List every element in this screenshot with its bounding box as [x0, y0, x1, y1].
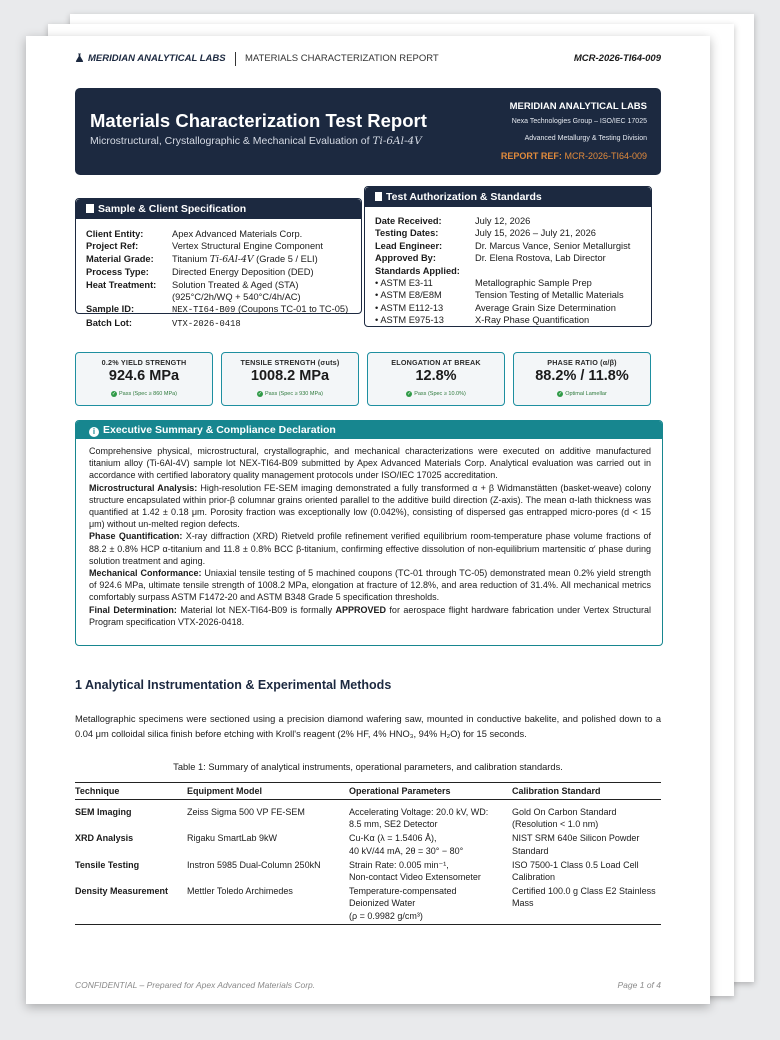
lab-name: MERIDIAN ANALYTICAL LABS	[75, 53, 226, 64]
kv-row: Material Grade: Titanium Ti-6Al-4V (Grade 5 / ELI)	[86, 253, 318, 265]
exec-micro: Microstructural Analysis: High-resolution FE-SEM imaging demonstrated a fully transformed α + β Widmanstätten (basket-weave) colony structure encapsulated within prior-β columnar grains oriented parallel to the additive build direction (Z-axis). The mean α-lath thickness was quantified at 1.42 ± 0.18 μm. Porosity fraction was exceptionally low (0.042%), consisting of dispersed gas entrapped micro-pores (d < 15 μm) without un-melted region defects.	[89, 482, 651, 530]
exec-intro: Comprehensive physical, microstructural, crystallographic, and mechanical characterizations were executed on additive manufactured titanium alloy (Ti-6Al-4V) sample lot NEX-TI64-B09 submitted by Apex Advanced Materials Corp. Analytical evaluation was carried out in accordance with certified laboratory quality management protocols under ISO/IEC 17025 accreditation.	[89, 446, 651, 481]
table-row: XRD Analysis Rigaku SmartLab 9kW Cu-Kα (λ = 1.5406 Å), 40 kV/44 mA, 2θ = 30° − 80° NIST SRM 640e Silicon Powder Standard	[75, 833, 640, 856]
table-header-row	[75, 783, 661, 800]
standard-item: • ASTM E8/E8M Tension Testing of Metallic Materials	[375, 290, 624, 301]
kv-row: Standards Applied:	[375, 265, 460, 276]
report-title: Materials Characterization Test Report	[90, 110, 427, 131]
kv-row: Date Received: July 12, 2026	[375, 216, 531, 226]
building-icon	[86, 204, 94, 213]
kv-row: (925°C/2h/WQ + 540°C/4h/AC)	[172, 292, 301, 303]
banner-brand: MERIDIAN ANALYTICAL LABS	[509, 101, 647, 112]
kv-row: Batch Lot: VTX-2026-0418	[86, 317, 241, 329]
section-heading: 1 Analytical Instrumentation & Experimental Methods	[75, 678, 392, 692]
kv-row: Approved By: Dr. Elena Rostova, Lab Director	[375, 253, 606, 264]
check-icon: ✓	[558, 391, 563, 397]
approved-status: APPROVED	[335, 604, 387, 615]
metric-yield-strength: 0.2% YIELD STRENGTH 924.6 MPa ✓ Pass (Spec ≥ 860 MPa)	[75, 352, 213, 406]
document-icon	[375, 192, 382, 201]
running-header-ref: MCR-2026-TI64-009	[573, 53, 661, 64]
exec-phase: Phase Quantification: X-ray diffraction (XRD) Rietveld profile refinement verified equilibrium room-temperature phase volume fractions of 88.2 ± 0.8% HCP α-titanium and 11.8 ± 0.8% BCC β-titanium, confirming effective dissolution of non-equilibrium martensitic α′ phase during solution treatment and aging.	[89, 531, 651, 566]
kv-row: Sample ID: NEX-TI64-B09 (Coupons TC-01 to TC-05)	[86, 304, 349, 316]
exec-summary-body	[89, 445, 651, 628]
banner-report-ref: REPORT REF: MCR-2026-TI64-009	[500, 151, 647, 161]
standard-item: • ASTM E975-13 X-Ray Phase Quantification	[375, 315, 590, 326]
sample-card-header: Sample & Client Specification	[76, 199, 361, 219]
auth-card-body	[375, 215, 630, 327]
report-subtitle: Microstructural, Crystallographic & Mechanical Evaluation of Ti-6Al-4V	[90, 135, 422, 147]
standard-item: • ASTM E3-11 Metallographic Sample Prep	[375, 278, 592, 289]
check-icon: ✓	[111, 391, 117, 397]
kv-row: Heat Treatment: Solution Treated & Aged (STA)	[86, 279, 299, 290]
kv-row: Client Entity: Apex Advanced Materials Corp.	[86, 229, 303, 239]
check-icon: ✓	[257, 391, 263, 397]
table-header-cell: Equipment Model	[187, 783, 349, 800]
kv-row: Project Ref: Vertex Structural Engine Component	[86, 241, 323, 252]
running-header	[75, 52, 661, 68]
exec-final: Final Determination: Material lot NEX-TI64-B09 is formally APPROVED for aerospace flight hardware fabrication under Vertex Structural Program specification VTX-2026-0418.	[89, 604, 652, 627]
exec-summary-header: i Executive Summary & Compliance Declaration	[76, 421, 662, 439]
kv-row: Process Type: Directed Energy Deposition (DED)	[86, 267, 314, 278]
table-row: Tensile Testing Instron 5985 Dual-Column 250kN Strain Rate: 0.005 min⁻¹, Non-contact Video Extensometer ISO 7500-1 Class 0.5 Load Cell Calibration	[75, 859, 639, 883]
check-icon: ✓	[407, 391, 412, 397]
exec-mech: Mechanical Conformance: Uniaxial tensile testing of 5 machined coupons (TC-01 through TC-05) demonstrated mean 0.2% yield strength of 924.6 MPa, ultimate tensile strength of 1008.2 MPa, elongation at fracture of 12.8%, and area reduction of 31.4%. All mechanical metrics comfortably surpass ASTM F1472-20 and ASTM B348 Grade 5 specification thresholds.	[89, 568, 651, 603]
table-caption: Table 1: Summary of analytical instruments, operational parameters, and calibration standards.	[173, 762, 563, 772]
title-banner	[75, 88, 661, 175]
table-header-cell: Calibration Standard	[512, 783, 661, 800]
banner-division: Advanced Metallurgy & Testing Division	[524, 135, 647, 142]
info-icon: i	[89, 427, 99, 437]
header-separator	[235, 52, 236, 66]
footer-page-number: Page 1 of 4	[617, 980, 661, 990]
metric-tensile-strength: TENSILE STRENGTH (σuts) 1008.2 MPa ✓ Pass (Spec ≥ 930 MPa)	[221, 352, 359, 406]
alloy-name: Ti-6Al-4V	[372, 135, 422, 147]
instrument-table	[75, 782, 661, 925]
executive-summary-card	[75, 420, 663, 646]
table-row: SEM Imaging Zeiss Sigma 500 VP FE-SEM Accelerating Voltage: 20.0 kV, WD: 8.5 mm, SE2 Detector Gold On Carbon Standard (Resolution < 1.0 nm)	[75, 807, 617, 830]
report-page[interactable]	[26, 36, 710, 1004]
table-header-cell: Operational Parameters	[349, 783, 512, 800]
flask-icon	[75, 53, 84, 62]
sample-card-body	[86, 228, 348, 330]
sample-client-card	[75, 198, 362, 329]
kv-row: Lead Engineer: Dr. Marcus Vance, Senior Metallurgist	[375, 240, 631, 251]
standard-item: • ASTM E112-13 Average Grain Size Determination	[375, 302, 616, 313]
auth-card-header: Test Authorization & Standards	[365, 187, 651, 207]
metric-elongation: ELONGATION AT BREAK 12.8% ✓ Pass (Spec ≥ 10.0%)	[367, 352, 505, 406]
authorization-card	[364, 186, 652, 327]
table-row: Density Measurement Mettler Toledo Archimedes Temperature-compensated Deionized Water (ρ = 0.9982 g/cm³) Certified 100.0 g Class E2 Stainless Mass	[75, 883, 661, 924]
methods-paragraph: Metallographic specimens were sectioned using a precision diamond wafering saw, mounted in conductive bakelite, and polished down to a 0.04 μm colloidal silica finish before etching with Kroll's reagent (2% HF, 4% HNO₃, 94% H₂O) for 15 seconds.	[75, 714, 661, 739]
metric-phase-ratio: PHASE RATIO (α/β) 88.2% / 11.8% ✓ Optimal Lamellar	[513, 352, 651, 406]
footer-confidential: CONFIDENTIAL – Prepared for Apex Advanced Materials Corp.	[75, 980, 316, 990]
running-header-title: MATERIALS CHARACTERIZATION REPORT	[245, 53, 439, 64]
table-header-cell: Technique	[75, 783, 187, 800]
kv-row: Testing Dates: July 15, 2026 – July 21, 2026	[375, 228, 596, 239]
banner-group: Nexa Technologies Group – ISO/IEC 17025	[511, 118, 647, 125]
